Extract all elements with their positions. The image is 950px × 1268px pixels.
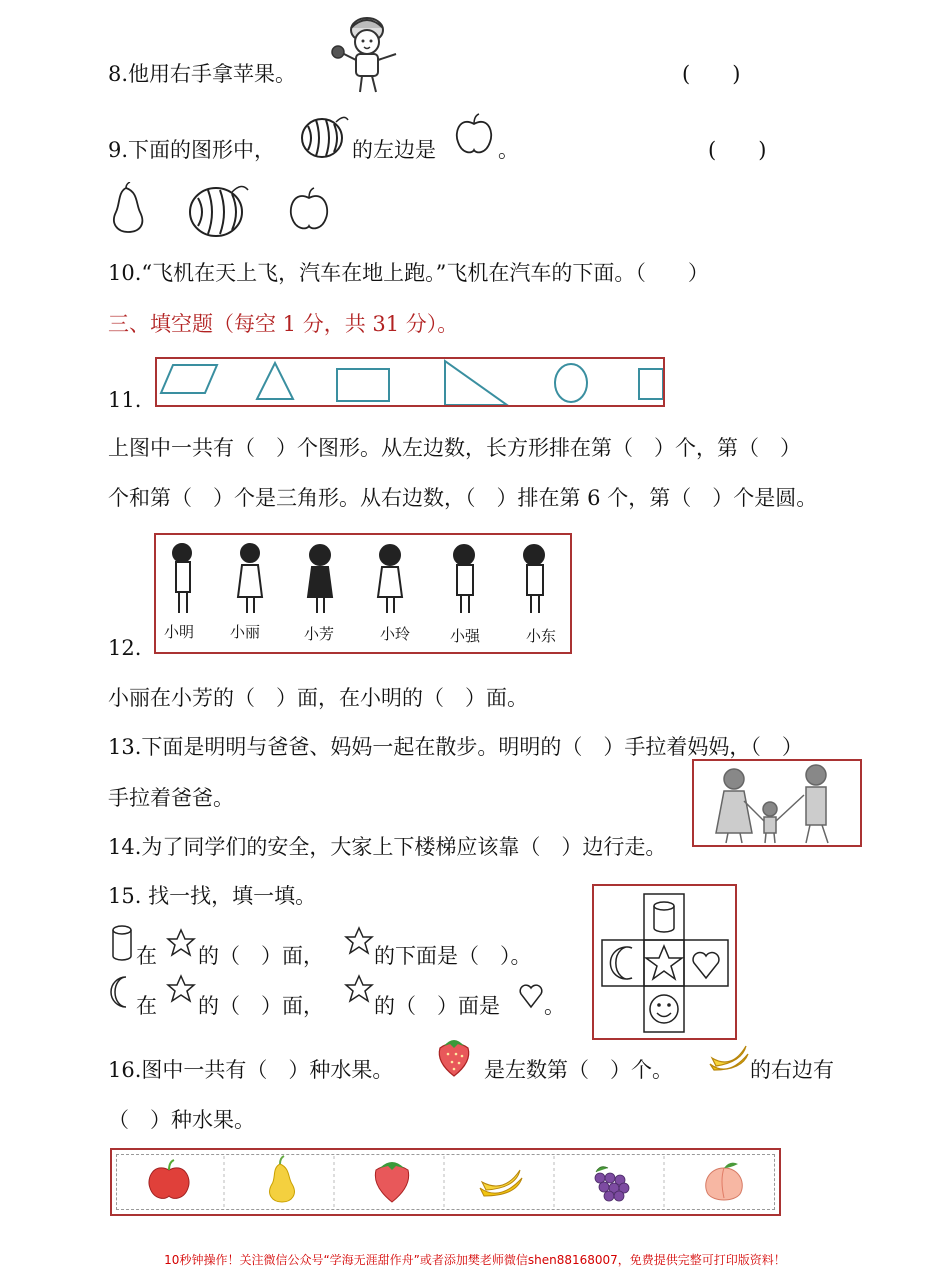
child-xiaoqiang [454,545,474,613]
boy-holding-apple-illustration [326,8,408,94]
child-name: 小芳 [304,625,335,643]
q11-line2: 个和第（ ）个是三角形。从右边数，（ ）排在第 6 个，第（ ）个是圆。 [108,486,818,510]
section-title: 三、填空题（每空 1 分，共 31 分）。 [108,312,459,336]
child-name: 小明 [164,623,195,641]
q12-number: 12. [108,636,142,660]
child-xiaoling [378,545,402,613]
pear-icon [108,182,148,234]
peach-icon [706,1163,743,1200]
q15-r2-b: 的（ ）面， [198,994,324,1018]
q15-r2-a: 在 [136,994,157,1018]
q10-text: 10.“飞机在天上飞，汽车在地上跑。”飞机在汽车的下面。（ ） [108,261,709,285]
q15-r1-a: 在 [136,944,157,968]
q16-text-c: 的右边有 [750,1058,834,1082]
q15-r1-b: 的（ ）面， [198,944,324,968]
cross-grid-diagram [594,886,735,1038]
banana-icon [706,1040,752,1080]
q11-line1: 上图中一共有（ ）个图形。从左边数，长方形排在第（ ）个，第（ ） [108,436,801,460]
fruit-row-illustration [112,1150,779,1214]
grid-star-icon [646,946,682,979]
family-walking-frame [692,759,862,847]
strawberry-icon [432,1032,476,1078]
star-icon [344,926,374,956]
rectangle-shape [337,369,389,401]
q9-text-end: 。 [498,138,519,162]
banana-icon [480,1170,522,1196]
q12-line: 小丽在小芳的（ ）面，在小明的（ ）面。 [108,686,528,710]
shapes-row [157,359,663,405]
heart-icon [518,982,544,1010]
red-apple-icon [149,1160,189,1198]
q15-grid-frame [592,884,737,1040]
parallelogram-shape [161,365,217,393]
child-xiaoming [173,544,191,613]
q16-line2: （ ）种水果。 [108,1108,255,1132]
q14-text: 14.为了同学们的安全，大家上下楼梯应该靠（ ）边行走。 [108,835,667,859]
q8-answer-paren: ( ) [682,62,741,86]
apple-icon [286,186,332,234]
circle-shape [555,364,587,402]
q12-children-frame [154,533,572,654]
triangle-shape [257,363,293,399]
q16-text-a: 16.图中一共有（ ）种水果。 [108,1058,394,1082]
q11-number: 11. [108,388,142,412]
strawberry-icon [375,1162,408,1202]
grid-heart-icon [693,953,719,978]
promo-footer: 10秒钟操作！关注微信公众号“学海无涯甜作舟”或者添加樊老师微信shen88168007，免费提供完整可打印版资料！ [164,1253,786,1267]
q15-r2-d: 。 [544,994,565,1018]
q15-r1-c: 的下面是（ ）。 [374,944,532,968]
q16-text-b: 是左数第（ ）个。 [484,1058,673,1082]
child-name: 小丽 [230,623,261,641]
cylinder-icon [110,924,134,962]
right-triangle-shape [445,361,507,405]
q15-r2-c: 的（ ）面是 [374,994,500,1018]
q11-shapes-frame [155,357,665,407]
q13-line1: 13.下面是明明与爸爸、妈妈一起在散步。明明的（ ）手拉着妈妈，（ ） [108,735,803,759]
grapes-icon [595,1167,629,1201]
q9-answer-paren: ( ) [708,138,767,162]
children-line-illustration [156,535,570,652]
q9-text-pre: 9.下面的图形中， [108,138,276,162]
grid-cylinder-icon [654,902,674,932]
q15-title: 15. 找一找，填一填。 [108,884,317,908]
q8-text: 8.他用右手拿苹果。 [108,62,297,86]
grid-smiley-icon [650,995,678,1023]
star-icon [166,928,196,958]
star-icon [344,974,374,1004]
q9-text-mid: 的左边是 [352,138,436,162]
child-xiaoli [238,544,262,613]
apple-icon [452,112,496,158]
child-name: 小东 [526,627,557,645]
grid-moon-icon [610,947,632,979]
watermelon-icon [298,112,350,160]
child-name: 小强 [450,627,481,645]
fruit-row-frame [110,1148,781,1216]
yellow-pear-icon [270,1156,295,1202]
square-shape [639,369,663,399]
crescent-moon-icon [108,974,134,1010]
star-icon [166,974,196,1004]
child-xiaodong [524,545,544,613]
q13-line2: 手拉着爸爸。 [108,786,234,810]
watermelon-icon [186,180,250,240]
child-xiaofang [308,545,332,613]
family-walking-illustration [694,761,860,845]
child-name: 小玲 [380,625,411,643]
